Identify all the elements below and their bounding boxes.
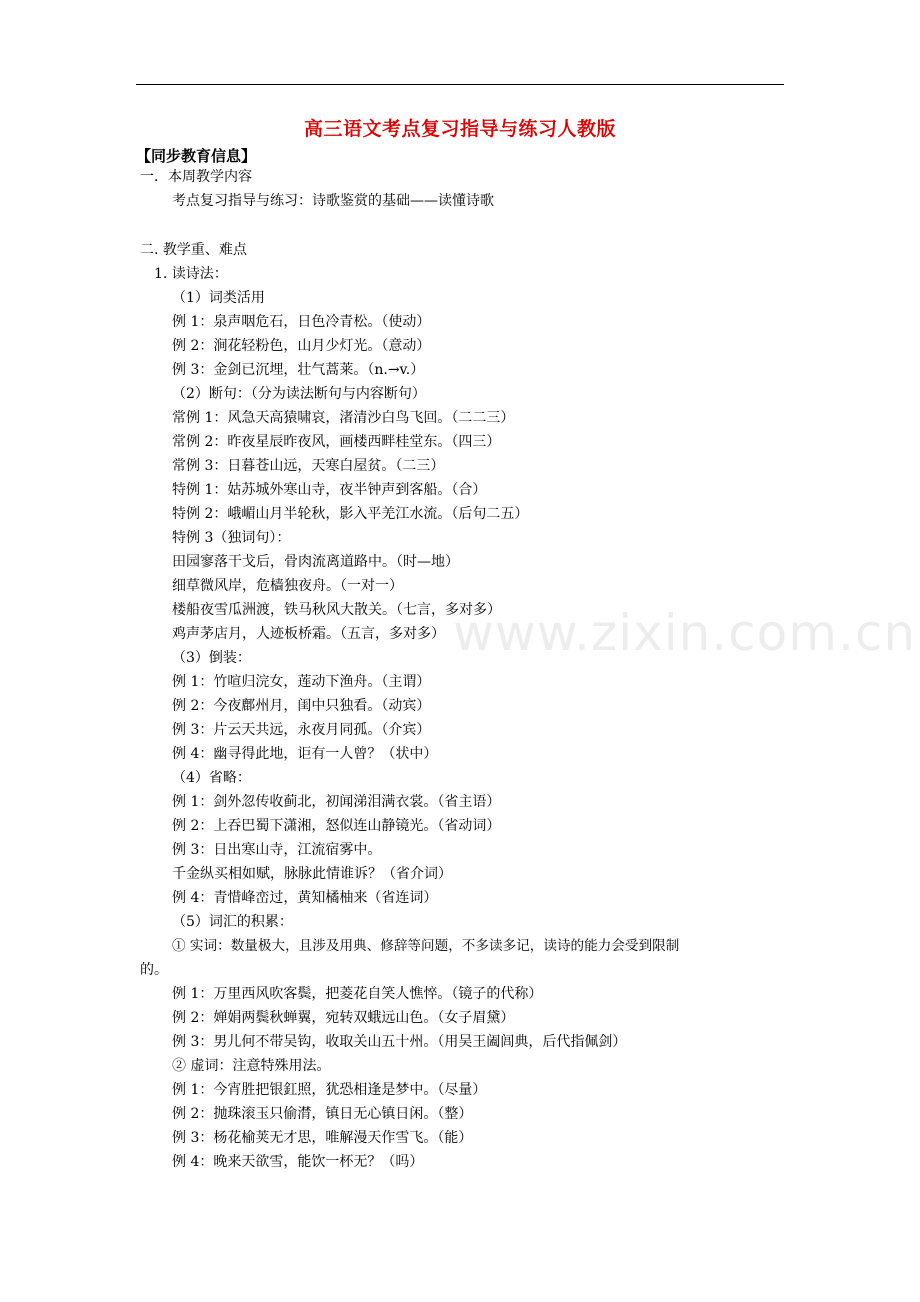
text-line: 例 2：抛珠滚玉只偷潸，镇日无心镇日闲。（整） [172,1106,473,1122]
text-line: 常例 2：昨夜星辰昨夜风，画楼西畔桂堂东。（四三） [172,434,501,450]
text-line: 田园寥落干戈后，骨肉流离道路中。（时—地） [172,554,459,570]
text-line: （1）词类活用 [172,290,265,306]
text-line: 例 3：片云天共远，永夜月同孤。（介宾） [172,722,431,738]
text-line: 例 1：万里西风吹客鬓，把菱花自笑人憔悴。（镜子的代称） [172,986,543,1002]
text-line: 的。 [140,962,168,978]
text-line: 常例 1：风急天高猿啸哀，渚清沙白鸟飞回。（二二三） [172,410,515,426]
watermark: www.zixin.com.cn [453,604,917,662]
text-line: 二. 教学重、难点 [140,242,247,258]
document-title: 高三语文考点复习指导与练习人教版 [303,118,616,140]
text-line: 鸡声茅店月，人迹板桥霜。（五言，多对多） [172,626,445,642]
text-line: 考点复习指导与练习：诗歌鉴赏的基础——读懂诗歌 [172,193,494,209]
text-line: 例 1：泉声咽危石，日色冷青松。（使动） [172,314,431,330]
text-line: 例 3：杨花榆荚无才思，唯解漫天作雪飞。（能） [172,1130,473,1146]
text-line: 例 2：上吞巴蜀下潇湘，怒似连山静镜光。（省动词） [172,818,501,834]
text-line: 细草微风岸，危樯独夜舟。（一对一） [172,578,403,594]
text-line: 楼船夜雪瓜洲渡，铁马秋风大散关。（七言，多对多） [172,602,501,618]
text-line: ② 虚词：注意特殊用法。 [172,1058,331,1074]
text-line: 特例 3（独词句）： [172,530,291,546]
text-line: 例 2：涧花轻粉色，山月少灯光。（意动） [172,338,431,354]
text-line: （3）倒装： [172,650,251,666]
text-line: （2）断句：（分为读法断句与内容断句） [172,386,426,402]
text-line: 一．本周教学内容 [140,169,252,185]
text-line: ① 实词：数量极大，且涉及用典、修辞等问题，不多读多记，读诗的能力会受到限制 [172,938,680,954]
text-line: 特例 1：姑苏城外寒山寺，夜半钟声到客船。（合） [172,482,487,498]
section-heading: 【同步教育信息】 [136,147,257,165]
text-line: 例 3：男儿何不带吴钩，收取关山五十州。（用吴王阖闾典，后代指佩剑） [172,1034,627,1050]
text-line: 常例 3：日暮苍山远，天寒白屋贫。（二三） [172,458,445,474]
text-line: 例 1：竹喧归浣女，莲动下渔舟。（主谓） [172,674,431,690]
text-line: 特例 2：峨嵋山月半轮秋，影入平羌江水流。（后句二五） [172,506,529,522]
text-line: 例 3：日出寒山寺，江流宿雾中。 [172,842,382,858]
text-line: 例 4：幽寻得此地，讵有一人曾？（状中） [172,746,438,762]
text-line: 例 3：金剑已沉埋，壮气蒿莱。（n.→v.） [172,362,425,378]
text-line: 例 2：婵娟两鬓秋蝉翼，宛转双蛾远山色。（女子眉黛） [172,1010,515,1026]
text-line: 例 2：今夜鄜州月，闺中只独看。（动宾） [172,698,431,714]
text-line: 1. 读诗法： [154,266,228,282]
text-line: （4）省略： [172,770,251,786]
text-line: 例 1：剑外忽传收蓟北，初闻涕泪满衣裳。（省主语） [172,794,501,810]
text-line: 例 1：今宵胜把银釭照，犹恐相逢是梦中。（尽量） [172,1082,487,1098]
text-line: 千金纵买相如赋，脉脉此情谁诉？（省介词） [172,866,452,882]
text-line: 例 4：晚来天欲雪，能饮一杯无？（吗） [172,1154,424,1170]
text-line: 例 4：青惜峰峦过，黄知橘柚来（省连词） [172,890,438,906]
text-line: （5）词汇的积累： [172,914,293,930]
